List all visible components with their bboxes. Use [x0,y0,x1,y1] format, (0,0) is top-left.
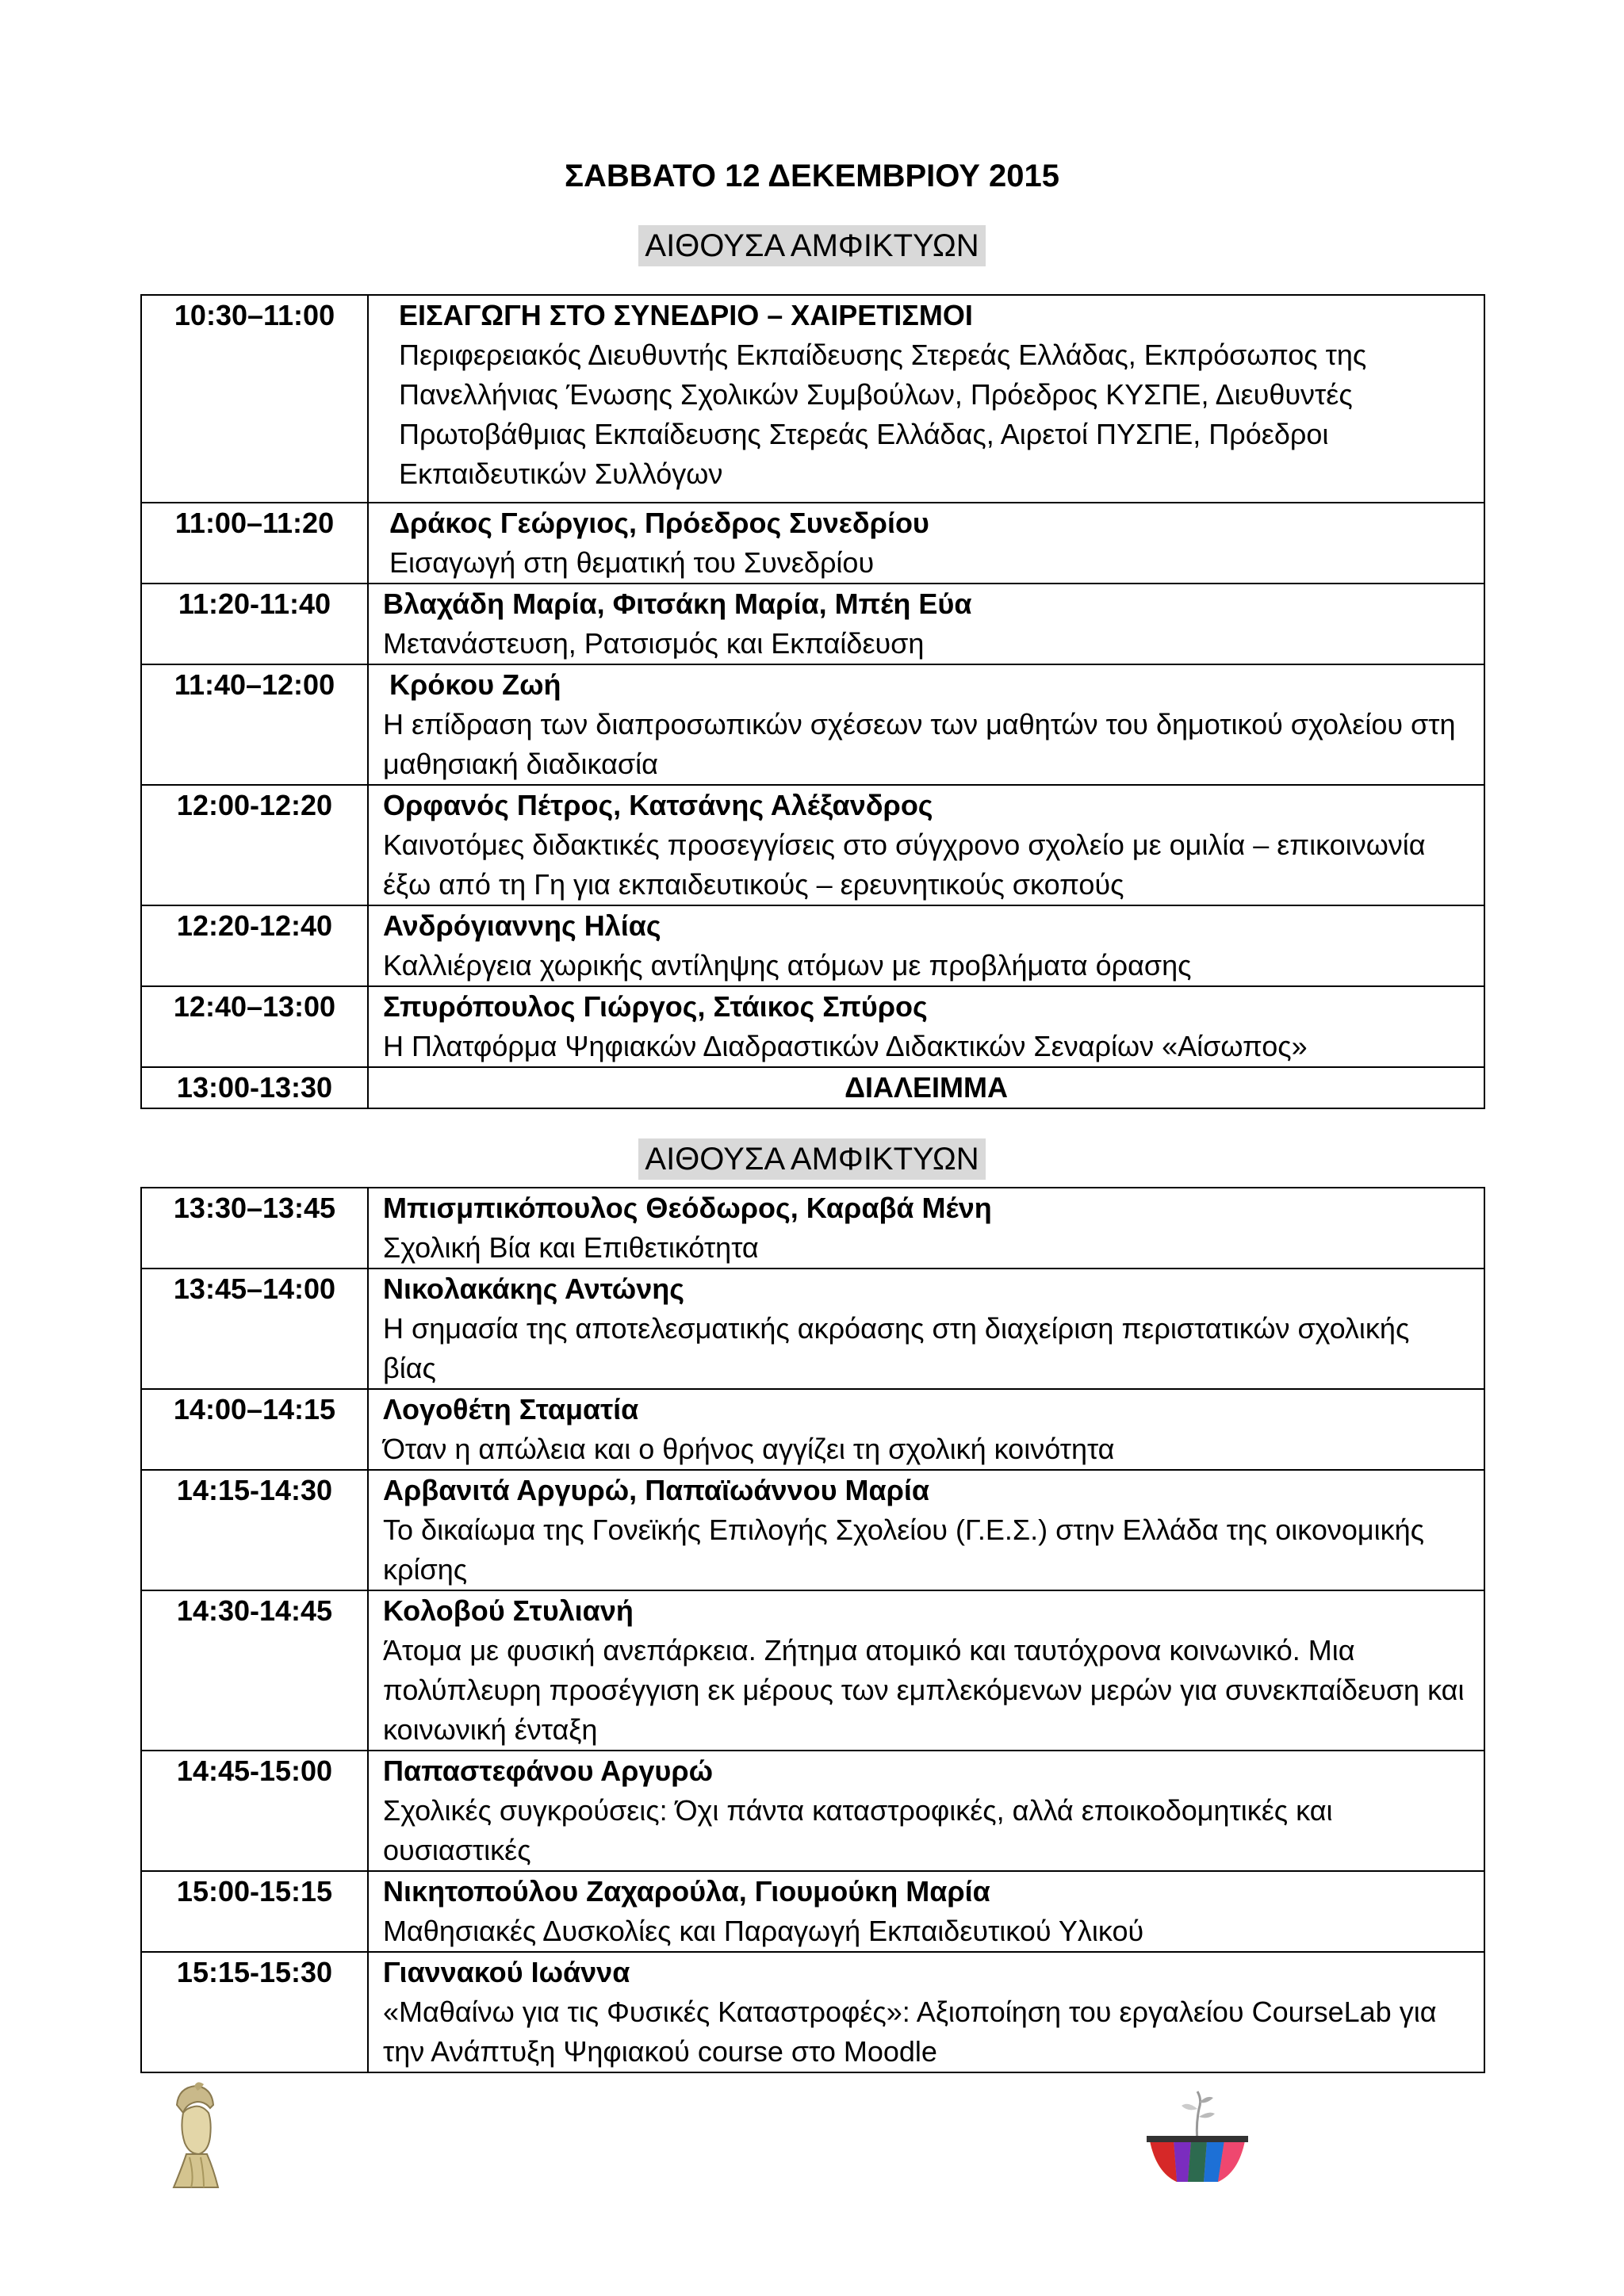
content-cell [368,1470,1484,1590]
talk-title: Εισαγωγή στη θεματική του Συνεδρίου [389,546,875,579]
table-row [141,1269,1484,1389]
content-cell [368,1952,1484,2072]
time-cell: 11:20-11:40 [141,584,368,664]
content-cell [368,664,1484,785]
table-row [141,1389,1484,1470]
talk-title: Όταν η απώλεια και ο θρήνος αγγίζει τη σχολική κοινότητα [383,1433,1115,1465]
break-row [141,1067,1484,1108]
time-cell: 14:30-14:45 [141,1590,368,1751]
time-cell: 13:45–14:00 [141,1269,368,1389]
table-row [141,1590,1484,1751]
schedule-table-1 [140,294,1485,1109]
time-cell: 11:40–12:00 [141,664,368,785]
speaker-names: Δράκος Γεώργιος, Πρόεδρος Συνεδρίου [389,507,929,539]
speaker-names: Παπαστεφάνου Αργυρώ [383,1755,714,1787]
table-row [141,785,1484,905]
content-cell [368,1871,1484,1952]
table-row [141,503,1484,584]
talk-title: Καλλιέργεια χωρικής αντίληψης ατόμων με προβλήματα όρασης [383,949,1192,982]
time-cell: 14:00–14:15 [141,1389,368,1470]
table-row [141,584,1484,664]
speaker-names: Νικητοπούλου Ζαχαρούλα, Γιουμούκη Μαρία [383,1875,990,1908]
table-row [141,1470,1484,1590]
table-row [141,295,1484,503]
speaker-names: Γιαννακού Ιωάννα [383,1956,630,1988]
content-cell [368,785,1484,905]
content-cell [368,1188,1484,1269]
time-cell: 14:45-15:00 [141,1751,368,1871]
content-cell [368,1269,1484,1389]
talk-title: Σχολική Βία και Επιθετικότητα [383,1231,759,1264]
time-cell: 13:00-13:30 [141,1067,368,1108]
time-cell: 11:00–11:20 [141,503,368,584]
talk-title: «Μαθαίνω για τις Φυσικές Καταστροφές»: Αξιοποίηση του εργαλείου CourseLab για την Ανάπτυξη Ψηφιακού course στο Moodle [383,1996,1437,2068]
table-row [141,1751,1484,1871]
hall-title-1-label: ΑΙΘΟΥΣΑ ΑΜΦΙΚΤΥΩΝ [638,225,985,266]
table-row [141,986,1484,1067]
speaker-names: Σπυρόπουλος Γιώργος, Στάικος Σπύρος [383,990,928,1023]
talk-title: Μετανάστευση, Ρατσισμός και Εκπαίδευση [383,627,925,660]
time-cell: 12:20-12:40 [141,905,368,986]
conference-bowl-logo-icon [1142,2085,1253,2188]
time-cell: 15:15-15:30 [141,1952,368,2072]
speaker-names: Ορφανός Πέτρος, Κατσάνης Αλέξανδρος [383,789,933,821]
table-row [141,1952,1484,2072]
page-title: ΣΑΒΒΑΤΟ 12 ΔΕΚΕΜΒΡΙΟΥ 2015 [564,159,1060,193]
speaker-names: Αρβανιτά Αργυρώ, Παπαϊωάννου Μαρία [383,1474,930,1506]
time-cell: 10:30–11:00 [141,295,368,503]
athena-head-logo-icon [163,2081,226,2192]
talk-title: Μαθησιακές Δυσκολίες και Παραγωγή Εκπαιδευτικού Υλικού [383,1915,1144,1947]
speaker-names: Κολοβού Στυλιανή [383,1594,634,1627]
content-cell [368,295,1484,503]
talk-title: Σχολικές συγκρούσεις: Όχι πάντα καταστροφικές, αλλά εποικοδομητικές και ουσιαστικές [383,1794,1333,1866]
talk-title: Περιφερειακός Διευθυντής Εκπαίδευσης Στερεάς Ελλάδας, Εκπρόσωπος της Πανελλήνιας Ένωσης Σχολικών Συμβούλων, Πρόεδρος ΚΥΣΠΕ, Διευθυντές Πρωτοβάθμιας Εκπαίδευσης Στερεάς Ελλάδας, Αιρετοί ΠΥΣΠΕ, Πρόεδροι Εκπαιδευτικών Συλλόγων [399,339,1367,490]
content-cell [368,1751,1484,1871]
speaker-names: Κρόκου Ζωή [389,668,561,701]
table-row [141,1871,1484,1952]
speaker-names: Μπισμπικόπουλος Θεόδωρος, Καραβά Μένη [383,1192,992,1224]
speaker-names: ΕΙΣΑΓΩΓΗ ΣΤΟ ΣΥΝΕΔΡΙΟ – ΧΑΙΡΕΤΙΣΜΟΙ [399,299,973,331]
content-cell [368,584,1484,664]
content-cell [368,503,1484,584]
time-cell: 12:00-12:20 [141,785,368,905]
speaker-names: Ανδρόγιαννης Ηλίας [383,909,661,942]
time-cell: 15:00-15:15 [141,1871,368,1952]
content-cell [368,905,1484,986]
time-cell: 12:40–13:00 [141,986,368,1067]
speaker-names: Βλαχάδη Μαρία, Φιτσάκη Μαρία, Μπέη Εύα [383,587,972,620]
table-row [141,1188,1484,1269]
talk-title: Η σημασία της αποτελεσματικής ακρόασης στη διαχείριση περιστατικών σχολικής βίας [383,1312,1410,1384]
content-cell [368,1389,1484,1470]
hall-title-1 [0,228,1624,264]
speaker-names: Λογοθέτη Σταματία [383,1393,639,1425]
table-row [141,905,1484,986]
talk-title: Καινοτόμες διδακτικές προσεγγίσεις στο σύγχρονο σχολείο με ομιλία – επικοινωνία έξω από τη Γη για εκπαιδευτικούς – ερευνητικούς σκοπούς [383,828,1426,901]
hall-title-2 [0,1142,1624,1177]
schedule-table-2 [140,1187,1485,2073]
talk-title: Άτομα με φυσική ανεπάρκεια. Ζήτημα ατομικό και ταυτόχρονα κοινωνικό. Μια πολύπλευρη προσέγγιση εκ μέρους των εμπλεκόμενων μερών για συνεκπαίδευση και κοινωνική ένταξη [383,1634,1465,1746]
talk-title: Η Πλατφόρμα Ψηφιακών Διαδραστικών Διδακτικών Σεναρίων «Αίσωπος» [383,1030,1308,1062]
speaker-names: Νικολακάκης Αντώνης [383,1272,684,1305]
time-cell: 14:15-14:30 [141,1470,368,1590]
break-label: ΔΙΑΛΕΙΜΜΑ [368,1067,1484,1108]
talk-title: Η επίδραση των διαπροσωπικών σχέσεων των μαθητών του δημοτικού σχολείου στη μαθησιακή διαδικασία [383,708,1456,780]
content-cell [368,986,1484,1067]
content-cell [368,1590,1484,1751]
talk-title: Το δικαίωμα της Γονεϊκής Επιλογής Σχολείου (Γ.Ε.Σ.) στην Ελλάδα της οικονομικής κρίσης [383,1513,1425,1586]
table-row [141,664,1484,785]
hall-title-2-label: ΑΙΘΟΥΣΑ ΑΜΦΙΚΤΥΩΝ [638,1138,985,1180]
time-cell: 13:30–13:45 [141,1188,368,1269]
